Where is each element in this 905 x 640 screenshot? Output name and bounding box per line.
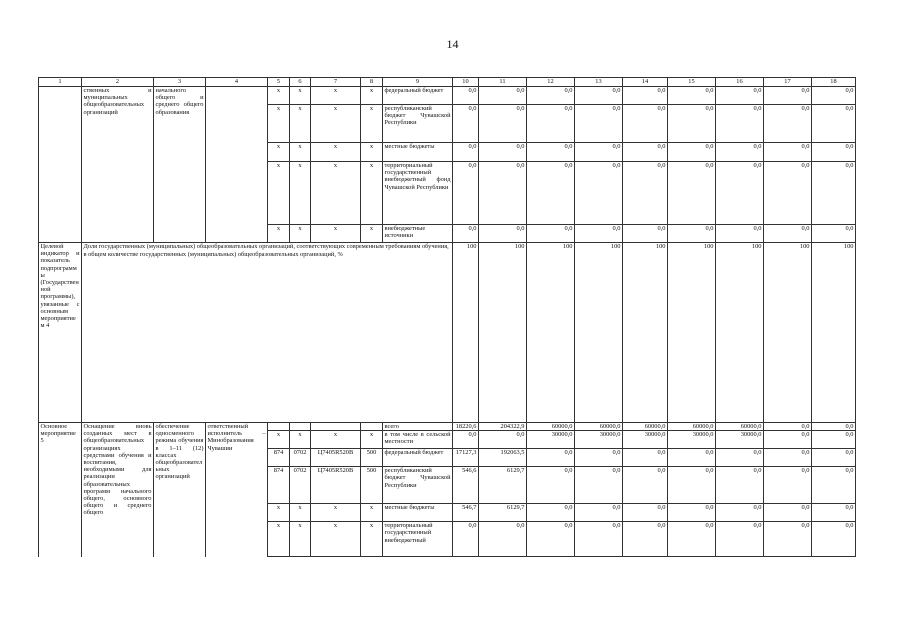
column-number: 1 bbox=[39, 78, 82, 87]
column-number: 4 bbox=[206, 78, 268, 87]
funding-value: 30000,0 bbox=[716, 431, 764, 449]
funding-value: 0,0 bbox=[812, 105, 856, 143]
funding-value: 0,0 bbox=[623, 162, 668, 225]
funding-value: 0,0 bbox=[527, 522, 575, 557]
budget-code: x bbox=[361, 225, 383, 243]
activity-goal: обеспечение односменного режима обучения в 1–11 (12) классах общеобразовательных организаций bbox=[154, 423, 206, 557]
funding-value: 0,0 bbox=[527, 467, 575, 504]
funding-value: 204322,9 bbox=[479, 423, 527, 431]
funding-value: 0,0 bbox=[716, 467, 764, 504]
indicator-value: 100 bbox=[479, 243, 527, 423]
column-number: 16 bbox=[716, 78, 764, 87]
column-number: 2 bbox=[82, 78, 154, 87]
funding-value: 0,0 bbox=[575, 162, 623, 225]
funding-value: 0,0 bbox=[623, 143, 668, 162]
funding-value: 0,0 bbox=[623, 522, 668, 557]
budget-code: x bbox=[311, 105, 361, 143]
block-a-col4 bbox=[206, 87, 268, 243]
funding-value: 0,0 bbox=[453, 522, 479, 557]
header-row bbox=[39, 78, 856, 87]
funding-value: 0,0 bbox=[575, 449, 623, 467]
column-number: 5 bbox=[268, 78, 290, 87]
budget-code: x bbox=[361, 143, 383, 162]
budget-code: x bbox=[311, 162, 361, 225]
funding-value: 0,0 bbox=[716, 87, 764, 105]
column-number: 8 bbox=[361, 78, 383, 87]
funding-value: 0,0 bbox=[527, 143, 575, 162]
funding-value: 0,0 bbox=[453, 162, 479, 225]
column-number: 9 bbox=[383, 78, 453, 87]
budget-code: x bbox=[361, 162, 383, 225]
budget-code: x bbox=[361, 87, 383, 105]
funding-value: 0,0 bbox=[527, 504, 575, 522]
funding-row bbox=[39, 423, 856, 431]
funding-value: 0,0 bbox=[764, 504, 812, 522]
funding-value: 30000,0 bbox=[527, 431, 575, 449]
funding-value: 0,0 bbox=[668, 87, 716, 105]
funding-source: местные бюджеты bbox=[383, 143, 453, 162]
funding-row bbox=[39, 87, 856, 105]
funding-value: 6129,7 bbox=[479, 467, 527, 504]
funding-value: 0,0 bbox=[764, 431, 812, 449]
indicator-value: 100 bbox=[527, 243, 575, 423]
funding-value: 0,0 bbox=[812, 431, 856, 449]
funding-value: 0,0 bbox=[668, 449, 716, 467]
funding-source: в том числе в сельской местности bbox=[383, 431, 453, 449]
column-number: 15 bbox=[668, 78, 716, 87]
funding-value: 30000,0 bbox=[668, 431, 716, 449]
funding-value: 0,0 bbox=[623, 225, 668, 243]
funding-value: 18220,6 bbox=[453, 423, 479, 431]
funding-value: 0,0 bbox=[812, 504, 856, 522]
funding-value: 0,0 bbox=[575, 522, 623, 557]
funding-source: местные бюджеты bbox=[383, 504, 453, 522]
budget-code: x bbox=[290, 225, 311, 243]
funding-source: федеральный бюджет bbox=[383, 449, 453, 467]
budget-code: x bbox=[361, 105, 383, 143]
funding-value: 0,0 bbox=[575, 87, 623, 105]
funding-value: 0,0 bbox=[479, 162, 527, 225]
funding-value: 0,0 bbox=[527, 225, 575, 243]
block-a-col1 bbox=[39, 87, 82, 243]
funding-value: 0,0 bbox=[623, 105, 668, 143]
funding-value: 0,0 bbox=[527, 162, 575, 225]
indicator-value: 100 bbox=[812, 243, 856, 423]
budget-code: x bbox=[290, 431, 311, 449]
budget-code bbox=[361, 423, 383, 431]
funding-value: 60000,0 bbox=[527, 423, 575, 431]
funding-value: 0,0 bbox=[812, 225, 856, 243]
funding-value: 17127,3 bbox=[453, 449, 479, 467]
funding-value: 0,0 bbox=[668, 105, 716, 143]
funding-value: 0,0 bbox=[764, 143, 812, 162]
funding-value: 0,0 bbox=[527, 449, 575, 467]
column-number: 10 bbox=[453, 78, 479, 87]
column-number: 6 bbox=[290, 78, 311, 87]
funding-value: 0,0 bbox=[764, 105, 812, 143]
indicator-value: 100 bbox=[575, 243, 623, 423]
budget-code bbox=[268, 423, 290, 431]
funding-value: 0,0 bbox=[764, 162, 812, 225]
column-number: 11 bbox=[479, 78, 527, 87]
budget-code: x bbox=[311, 504, 361, 522]
funding-value: 60000,0 bbox=[623, 423, 668, 431]
main-activity-label: Основное мероприятие 5 bbox=[39, 423, 82, 557]
budget-code: Ц7405R520В bbox=[311, 449, 361, 467]
funding-value: 0,0 bbox=[479, 225, 527, 243]
budget-table bbox=[38, 77, 856, 557]
budget-code: 500 bbox=[361, 467, 383, 504]
column-number: 12 bbox=[527, 78, 575, 87]
responsible-executor: ответственный исполнитель – Минобразования Чувашии bbox=[206, 423, 268, 557]
indicator-value: 100 bbox=[764, 243, 812, 423]
budget-code: 0702 bbox=[290, 449, 311, 467]
funding-value: 0,0 bbox=[668, 143, 716, 162]
funding-value: 0,0 bbox=[812, 449, 856, 467]
funding-value: 546,6 bbox=[453, 467, 479, 504]
funding-value: 30000,0 bbox=[623, 431, 668, 449]
funding-value: 192063,5 bbox=[479, 449, 527, 467]
funding-value: 0,0 bbox=[575, 467, 623, 504]
funding-value: 0,0 bbox=[812, 423, 856, 431]
indicator-value: 100 bbox=[668, 243, 716, 423]
funding-value: 0,0 bbox=[668, 467, 716, 504]
funding-value: 0,0 bbox=[453, 105, 479, 143]
funding-value: 0,0 bbox=[479, 522, 527, 557]
funding-value: 0,0 bbox=[668, 162, 716, 225]
budget-code bbox=[311, 423, 361, 431]
column-number: 17 bbox=[764, 78, 812, 87]
funding-value: 0,0 bbox=[453, 225, 479, 243]
funding-value: 0,0 bbox=[527, 105, 575, 143]
column-number: 3 bbox=[154, 78, 206, 87]
funding-value: 0,0 bbox=[479, 105, 527, 143]
funding-value: 0,0 bbox=[764, 449, 812, 467]
budget-code: x bbox=[268, 225, 290, 243]
budget-code: x bbox=[311, 522, 361, 557]
budget-code: 500 bbox=[361, 449, 383, 467]
funding-value: 0,0 bbox=[716, 105, 764, 143]
funding-value: 0,0 bbox=[764, 87, 812, 105]
budget-code: x bbox=[268, 522, 290, 557]
funding-value: 0,0 bbox=[812, 522, 856, 557]
budget-code: 0702 bbox=[290, 467, 311, 504]
funding-source: республиканский бюджет Чувашской Республики bbox=[383, 467, 453, 504]
funding-value: 0,0 bbox=[716, 162, 764, 225]
funding-value: 0,0 bbox=[453, 87, 479, 105]
budget-code: x bbox=[311, 143, 361, 162]
budget-code: x bbox=[268, 105, 290, 143]
funding-value: 60000,0 bbox=[575, 423, 623, 431]
activity-goal: начального общего и среднего общего образования bbox=[154, 87, 206, 243]
funding-value: 0,0 bbox=[575, 143, 623, 162]
budget-code: x bbox=[361, 522, 383, 557]
budget-code: x bbox=[361, 504, 383, 522]
funding-value: 0,0 bbox=[623, 504, 668, 522]
column-number: 7 bbox=[311, 78, 361, 87]
funding-source: территориальный государственный внебюджетный bbox=[383, 522, 453, 557]
funding-source: республиканский бюджет Чувашской Республики bbox=[383, 105, 453, 143]
funding-value: 0,0 bbox=[668, 504, 716, 522]
budget-code: x bbox=[361, 431, 383, 449]
budget-code: x bbox=[268, 87, 290, 105]
funding-value: 0,0 bbox=[668, 522, 716, 557]
funding-value: 0,0 bbox=[764, 225, 812, 243]
activity-name: Оснащение вновь созданных мест в общеобразовательных организациях средствами обучения и воспитания, необходимыми для реализации образовательных программ начального общего, основного общего и среднего общего bbox=[82, 423, 154, 557]
funding-value: 0,0 bbox=[764, 467, 812, 504]
budget-code: Ц7405R520В bbox=[311, 467, 361, 504]
funding-value: 0,0 bbox=[764, 522, 812, 557]
column-number: 14 bbox=[623, 78, 668, 87]
funding-value: 546,7 bbox=[453, 504, 479, 522]
indicator-row bbox=[39, 243, 856, 423]
funding-value: 0,0 bbox=[453, 143, 479, 162]
funding-value: 0,0 bbox=[812, 162, 856, 225]
funding-source: всего bbox=[383, 423, 453, 431]
column-number: 18 bbox=[812, 78, 856, 87]
budget-code: x bbox=[290, 522, 311, 557]
funding-value: 0,0 bbox=[527, 87, 575, 105]
funding-value: 0,0 bbox=[623, 467, 668, 504]
budget-code: x bbox=[268, 504, 290, 522]
budget-code: x bbox=[268, 143, 290, 162]
budget-code: x bbox=[290, 87, 311, 105]
budget-code: x bbox=[311, 225, 361, 243]
funding-value: 0,0 bbox=[575, 504, 623, 522]
funding-value: 0,0 bbox=[668, 225, 716, 243]
funding-value: 0,0 bbox=[812, 143, 856, 162]
activity-name: ственных и муниципальных общеобразовательных организаций bbox=[82, 87, 154, 243]
budget-code: x bbox=[311, 87, 361, 105]
indicator-label: Целевой индикатор и показатель подпрограммы (Государственной программы), увязанные с основным мероприятием 4 bbox=[39, 243, 82, 423]
budget-code: x bbox=[290, 143, 311, 162]
column-number: 13 bbox=[575, 78, 623, 87]
funding-value: 0,0 bbox=[812, 87, 856, 105]
funding-value: 0,0 bbox=[479, 431, 527, 449]
indicator-text: Доля государственных (муниципальных) общеобразовательных организаций, соответствующих современным требованиям обучения, в общем количестве государственных (муниципальных) общеобразовательных организаций, % bbox=[82, 243, 453, 423]
budget-code: x bbox=[290, 504, 311, 522]
funding-source: территориальный государственный внебюджетный фонд Чувашской Республики bbox=[383, 162, 453, 225]
budget-code: x bbox=[268, 162, 290, 225]
funding-value: 0,0 bbox=[716, 504, 764, 522]
funding-value: 0,0 bbox=[764, 423, 812, 431]
budget-code: 874 bbox=[268, 449, 290, 467]
funding-value: 6129,7 bbox=[479, 504, 527, 522]
funding-value: 60000,0 bbox=[716, 423, 764, 431]
funding-value: 30000,0 bbox=[575, 431, 623, 449]
budget-code: x bbox=[311, 431, 361, 449]
funding-value: 60000,0 bbox=[668, 423, 716, 431]
funding-value: 0,0 bbox=[453, 431, 479, 449]
indicator-value: 100 bbox=[716, 243, 764, 423]
budget-code: x bbox=[290, 162, 311, 225]
page-number: 14 bbox=[446, 37, 459, 51]
funding-value: 0,0 bbox=[623, 449, 668, 467]
funding-value: 0,0 bbox=[479, 143, 527, 162]
funding-value: 0,0 bbox=[716, 522, 764, 557]
funding-source: внебюджетные источники bbox=[383, 225, 453, 243]
funding-value: 0,0 bbox=[716, 449, 764, 467]
funding-value: 0,0 bbox=[623, 87, 668, 105]
funding-value: 0,0 bbox=[716, 225, 764, 243]
indicator-value: 100 bbox=[623, 243, 668, 423]
funding-value: 0,0 bbox=[575, 105, 623, 143]
funding-value: 0,0 bbox=[716, 143, 764, 162]
budget-code: x bbox=[268, 431, 290, 449]
budget-code: 874 bbox=[268, 467, 290, 504]
indicator-value: 100 bbox=[453, 243, 479, 423]
funding-value: 0,0 bbox=[575, 225, 623, 243]
funding-source: федеральный бюджет bbox=[383, 87, 453, 105]
funding-value: 0,0 bbox=[479, 87, 527, 105]
funding-value: 0,0 bbox=[812, 467, 856, 504]
budget-code bbox=[290, 423, 311, 431]
budget-code: x bbox=[290, 105, 311, 143]
